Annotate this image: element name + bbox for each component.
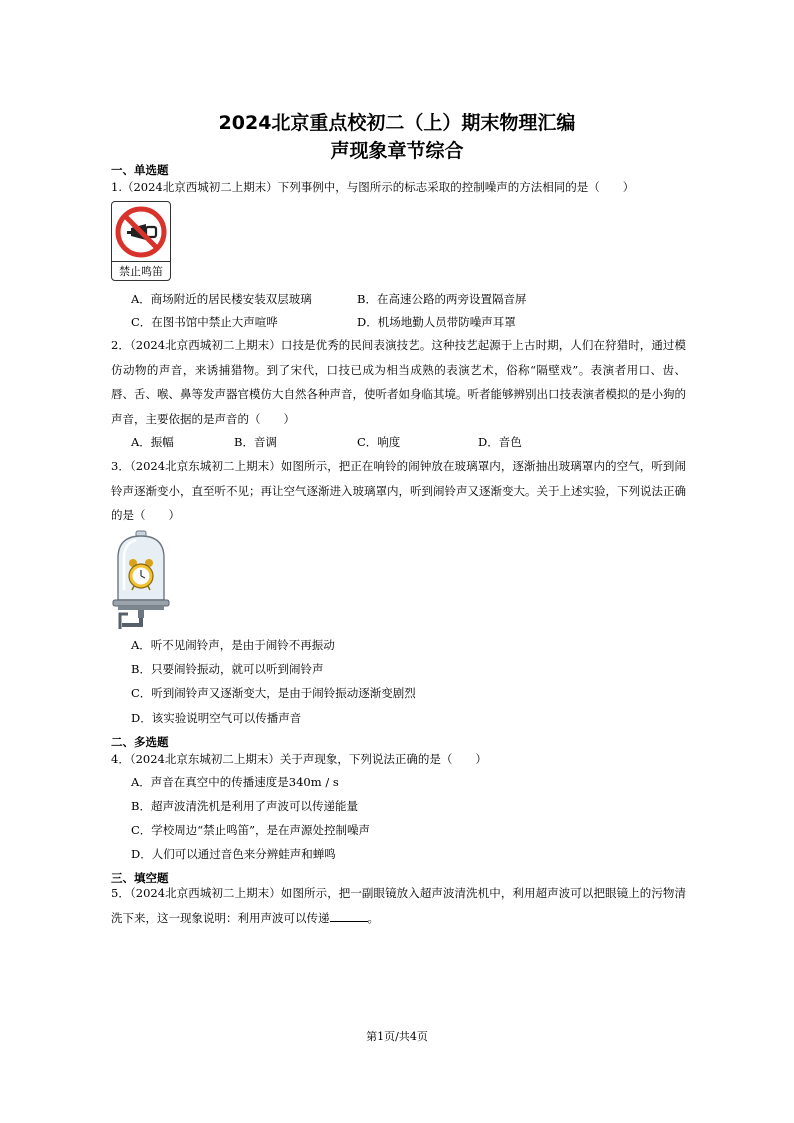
q4-option-c[interactable]: C．学校周边“禁止鸣笛”，是在声源处控制噪声 [131,823,371,837]
q2-option-c[interactable]: C．响度 [357,435,401,449]
q1-option-c[interactable]: C．在图书馆中禁止大声喧哗 [131,315,278,329]
bell-jar-icon [110,530,172,630]
q3-option-a[interactable]: A．听不见闹铃声，是由于闹铃不再振动 [131,638,335,652]
q1-option-a[interactable]: A．商场附近的居民楼安装双层玻璃 [131,292,312,306]
section-heading-fill-in: 三、填空题 [111,871,169,885]
q2-option-a[interactable]: A．振幅 [131,435,174,449]
q3-option-c[interactable]: C．听到闹铃声又逐渐变大，是由于闹铃振动逐渐变剧烈 [131,686,416,700]
page-footer: 第1页/共4页 [366,1030,428,1043]
q1-option-d[interactable]: D．机场地勤人员带防噪声耳罩 [357,315,516,329]
question-5 [111,881,686,930]
question-5-text: 5．（2024北京西城初二上期末）如图所示，把一副眼镜放入超声波清洗机中，利用超声波可以把眼镜上的污物清洗下来，这一现象说明：利用声波可以传递 [111,886,686,925]
bell-jar-figure [110,530,172,634]
no-horn-sign-icon [112,202,170,262]
q4-option-d[interactable]: D．人们可以通过音色来分辨蛙声和蝉鸣 [131,847,336,861]
sign-label: 禁止鸣笛 [119,265,163,278]
section-heading-single-choice: 一、单选题 [111,163,169,177]
question-4-text: 4．（2024北京东城初二上期末）关于声现象，下列说法正确的是（ ） [111,752,487,766]
question-3-text: 3．（2024北京东城初二上期末）如图所示，把正在响铃的闹钟放在玻璃罩内，逐渐抽出玻璃罩内的空气，听到闹铃声逐渐变小，直至听不见；再让空气逐渐进入玻璃罩内，听到闹铃声又逐渐变大。关于上述实验，下列说法正确的是（ ） [111,459,686,522]
q3-option-b[interactable]: B．只要闹铃振动，就可以听到闹铃声 [131,662,324,676]
q4-option-a[interactable]: A．声音在真空中的传播速度是340m / s [131,775,339,789]
q2-option-d[interactable]: D．音色 [478,435,522,449]
question-2-text: 2．（2024北京西城初二上期末）口技是优秀的民间表演技艺。这种技艺起源于上古时期，人们在狩猎时，通过模仿动物的声音，来诱捕猎物。到了宋代，口技已成为相当成熟的表演艺术，俗称“隔壁戏”。表演者用口、齿、唇、舌、喉、鼻等发声器官模仿大自然各种声音，使听者如身临其境。听者能够辨别出口技表演者模拟的是小狗的声音，主要依据的是声音的（ ） [111,338,686,426]
no-horn-sign [111,201,171,281]
answer-blank[interactable] [330,909,368,922]
question-1-text: 1.（2024北京西城初二上期末）下列事例中，与图所示的标志采取的控制噪声的方法相同的是（ ） [111,180,635,194]
page-subtitle: 声现象章节综合 [330,140,464,162]
q1-option-b[interactable]: B．在高速公路的两旁设置隔音屏 [357,292,527,306]
question-5-end: 。 [367,910,379,925]
q2-option-b[interactable]: B．音调 [234,435,277,449]
q4-option-b[interactable]: B．超声波清洗机是利用了声波可以传递能量 [131,799,358,813]
q3-option-d[interactable]: D．该实验说明空气可以传播声音 [131,711,302,725]
section-heading-multiple-choice: 二、多选题 [111,735,169,749]
page-title: 2024北京重点校初二（上）期末物理汇编 [218,112,576,134]
